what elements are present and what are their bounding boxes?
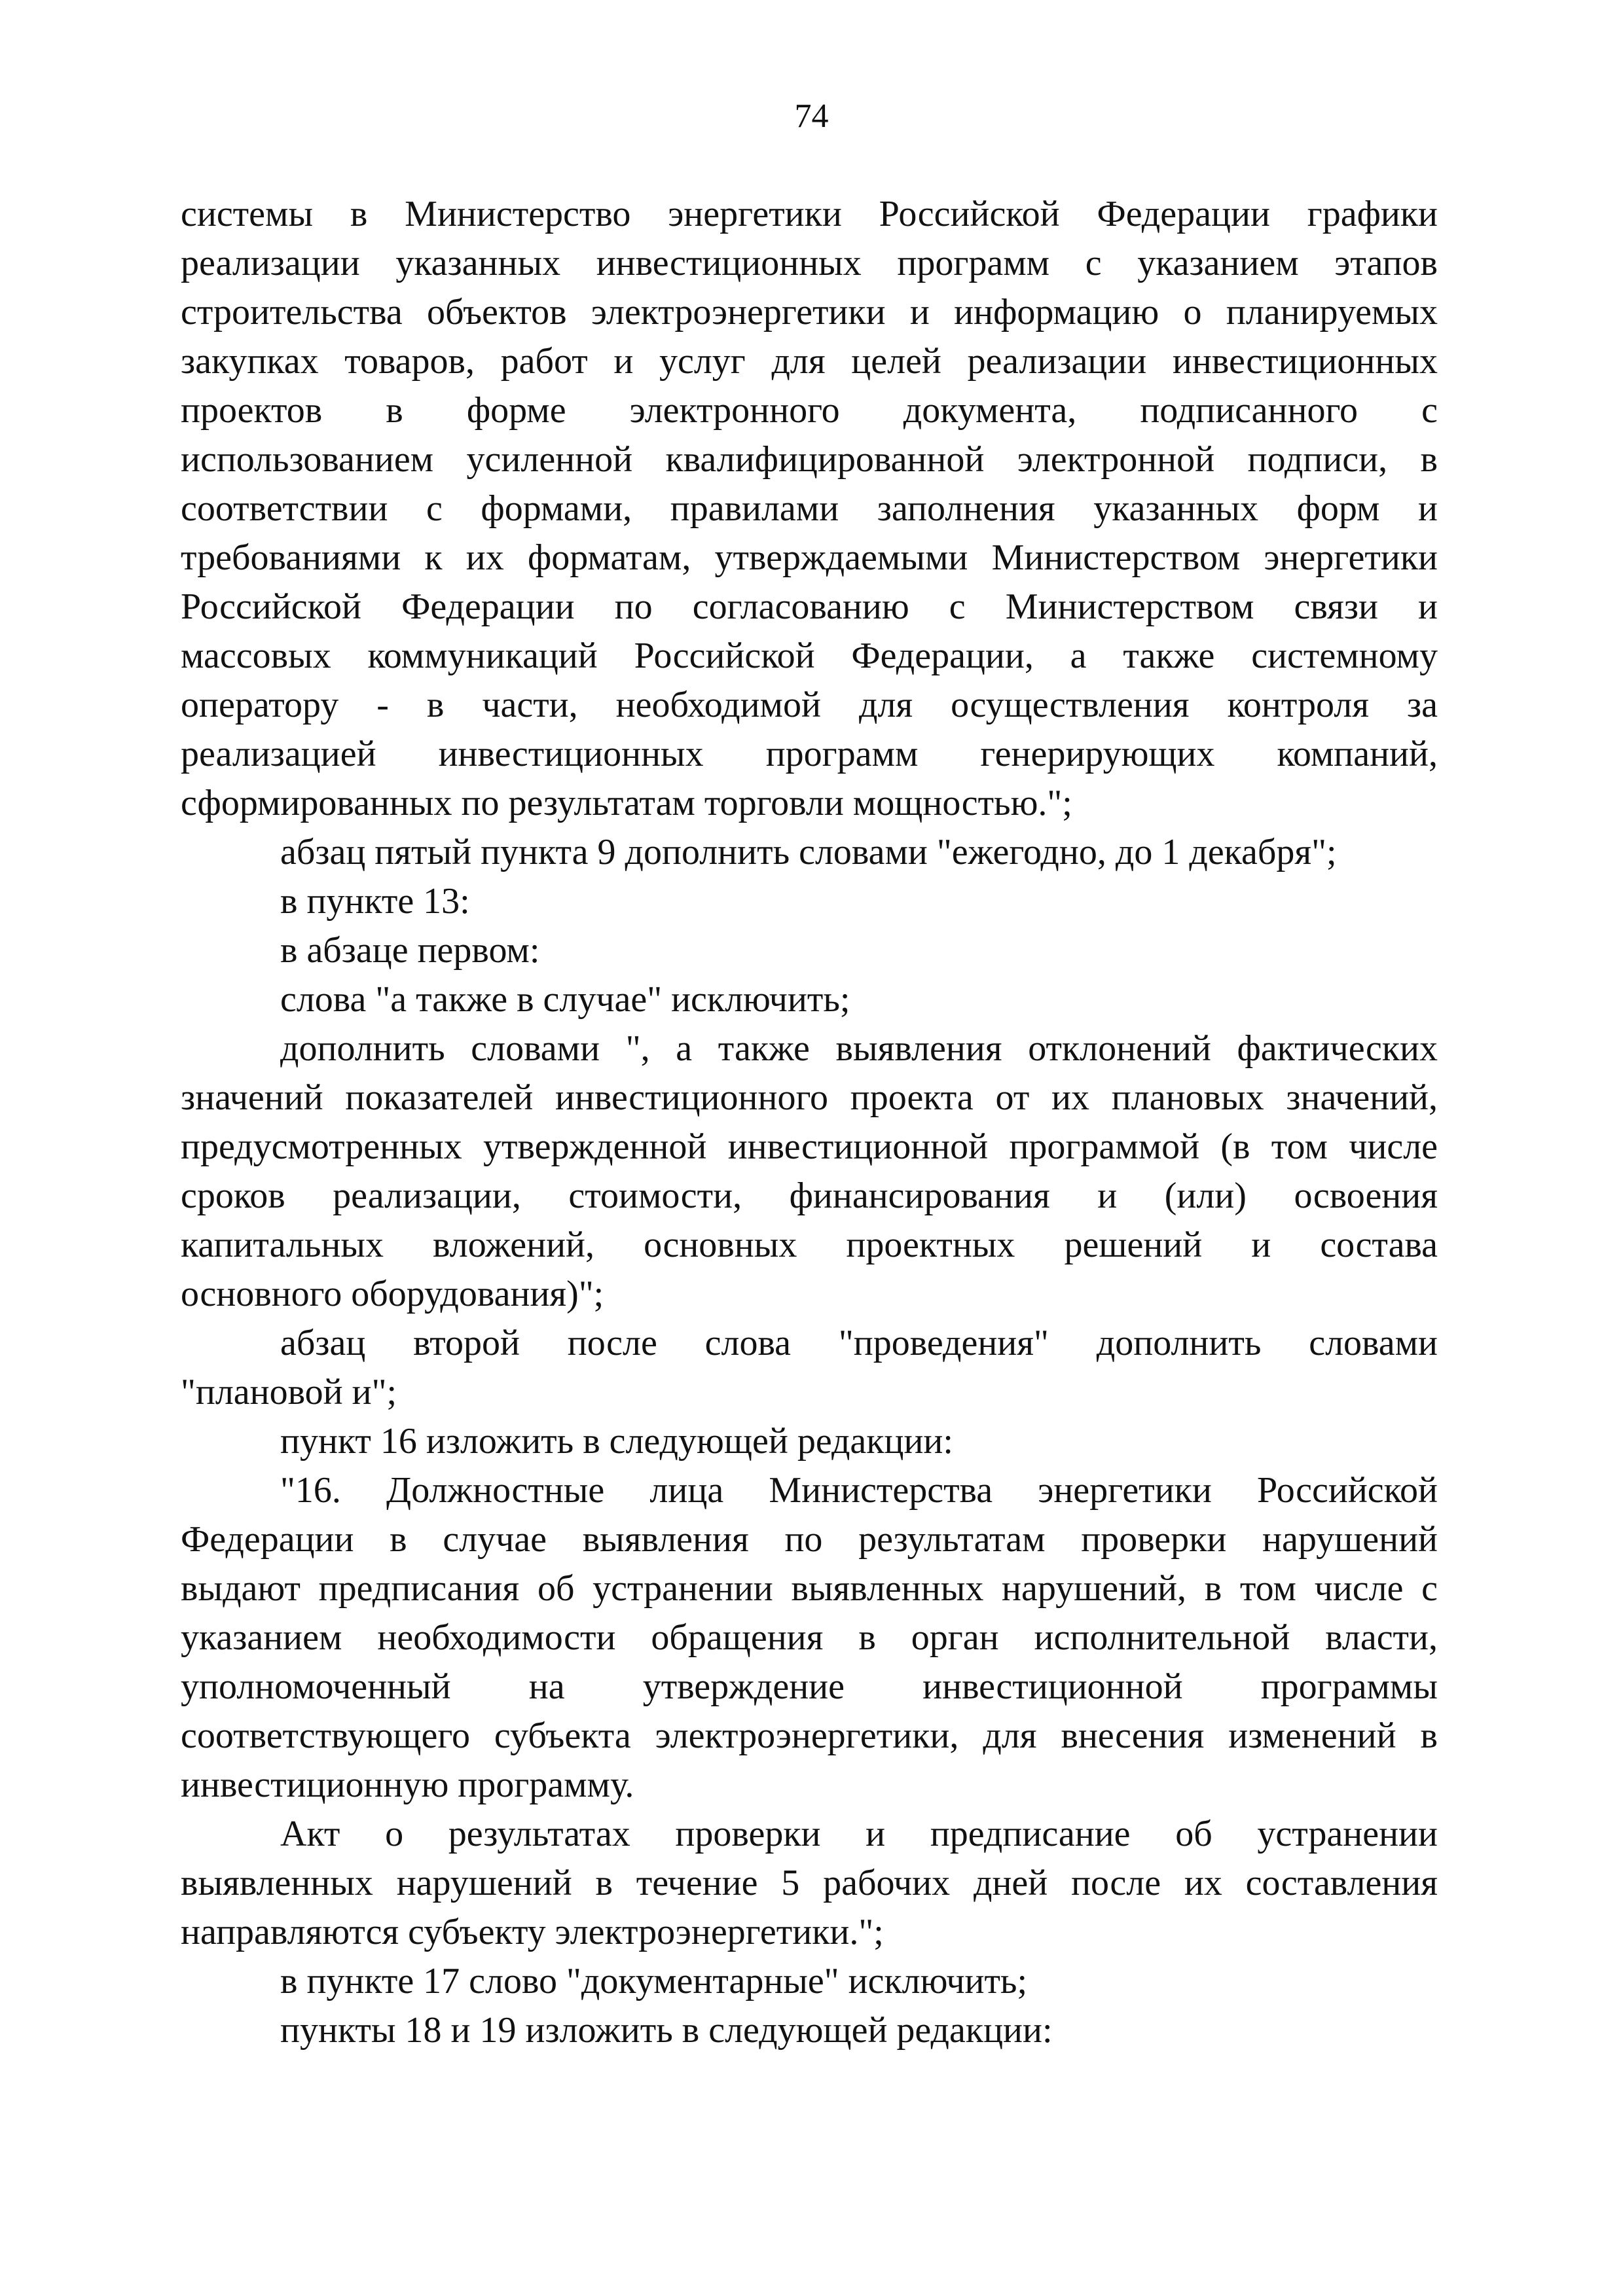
text-line: соответствии с формами, правилами заполнения указанных форм и [181,488,1438,529]
text-line: реализацией инвестиционных программ генерирующих компаний, [181,734,1438,774]
paragraph-p1 [181,190,1438,828]
text-line: в пункте 17 слово "документарные" исключить; [280,1961,1028,2001]
text-line: "плановой и"; [181,1372,397,1412]
text-line: выдают предписания об устранении выявленных нарушений, в том числе с [181,1568,1438,1609]
text-line: соответствующего субъекта электроэнергетики, для внесения изменений в [181,1715,1438,1756]
text-line: требованиями к их форматам, утверждаемыми Министерством энергетики [181,537,1438,578]
text-line: "16. Должностные лица Министерства энергетики Российской [280,1470,1438,1511]
text-line: Акт о результатах проверки и предписание об устранении [280,1814,1438,1854]
text-line: в абзаце первом: [280,930,540,971]
text-line: Российской Федерации по согласованию с Министерством связи и [181,586,1438,627]
text-line: пункты 18 и 19 изложить в следующей редакции: [280,2010,1053,2051]
text-line: сроков реализации, стоимости, финансирования и (или) освоения [181,1175,1438,1216]
paragraph-p4 [181,926,1438,975]
paragraph-p3 [181,877,1438,926]
document-body [181,190,1438,2055]
text-line: уполномоченный на утверждение инвестиционной программы [181,1666,1438,1707]
paragraph-p10 [181,1810,1438,1957]
text-line: инвестиционную программу. [181,1765,634,1805]
paragraph-p12 [181,2006,1438,2055]
paragraph-p2 [181,828,1438,877]
page-number: 74 [794,98,829,135]
text-line: направляются субъекту электроэнергетики."; [181,1912,884,1952]
text-line: массовых коммуникаций Российской Федерации, а также системному [181,636,1438,676]
text-line: пункт 16 изложить в следующей редакции: [280,1421,953,1462]
text-line: проектов в форме электронного документа, подписанного с [181,390,1438,431]
paragraph-p7 [181,1319,1438,1417]
text-line: значений показателей инвестиционного проекта от их плановых значений, [181,1077,1438,1118]
text-line: в пункте 13: [280,881,470,922]
text-line: абзац второй после слова "проведения" дополнить словами [280,1323,1438,1363]
text-line: дополнить словами ", а также выявления отклонений фактических [280,1028,1438,1069]
text-line: капитальных вложений, основных проектных решений и состава [181,1225,1438,1265]
text-line: абзац пятый пункта 9 дополнить словами "ежегодно, до 1 декабря"; [280,832,1337,872]
text-line: предусмотренных утвержденной инвестиционной программой (в том числе [181,1126,1438,1167]
text-line: Федерации в случае выявления по результатам проверки нарушений [181,1519,1438,1560]
text-line: строительства объектов электроэнергетики и информацию о планируемых [181,292,1438,332]
text-line: использованием усиленной квалифицированной электронной подписи, в [181,439,1438,480]
text-line: реализации указанных инвестиционных программ с указанием этапов [181,243,1438,283]
text-line: выявленных нарушений в течение 5 рабочих дней после их составления [181,1863,1438,1903]
paragraph-p6 [181,1024,1438,1319]
text-line: закупках товаров, работ и услуг для целей реализации инвестиционных [181,341,1438,382]
paragraph-p11 [181,1957,1438,2006]
text-line: слова "а также в случае" исключить; [280,979,850,1020]
text-line: оператору - в части, необходимой для осуществления контроля за [181,685,1438,725]
paragraph-p5 [181,975,1438,1024]
paragraph-p8 [181,1417,1438,1466]
text-line: основного оборудования)"; [181,1274,604,1314]
text-line: сформированных по результатам торговли мощностью."; [181,783,1072,823]
text-line: указанием необходимости обращения в орган исполнительной власти, [181,1617,1438,1658]
text-line: системы в Министерство энергетики Российской Федерации графики [181,194,1438,234]
paragraph-p9 [181,1466,1438,1810]
